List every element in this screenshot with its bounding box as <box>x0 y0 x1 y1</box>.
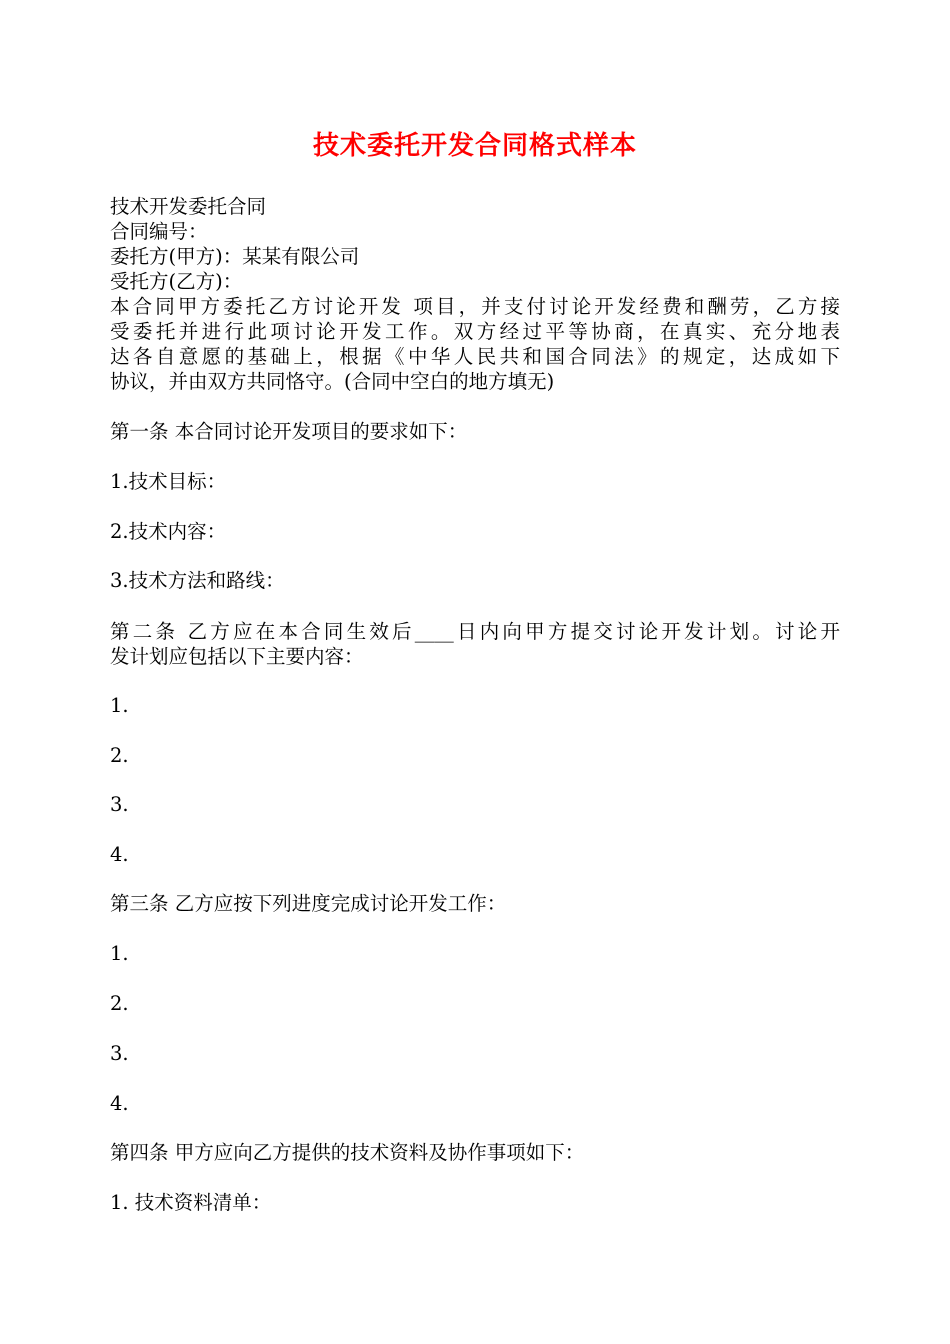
text-line: 本合同甲方委托乙方讨论开发 项目，并支付讨论开发经费和酬劳，乙方接 <box>110 295 840 318</box>
list-item: 2. <box>110 992 129 1015</box>
text-line: 发计划应包括以下主要内容： <box>110 645 364 668</box>
text-line: 达各自意愿的基础上，根据《中华人民共和国合同法》的规定，达成如下 <box>110 345 840 368</box>
list-item: 3. <box>110 793 129 816</box>
text-line: 委托方(甲方)：某某有限公司 <box>110 245 360 268</box>
article-heading: 第一条 本合同讨论开发项目的要求如下： <box>110 420 468 443</box>
article-heading: 第四条 甲方应向乙方提供的技术资料及协作事项如下： <box>110 1141 585 1164</box>
article-heading: 第三条 乙方应按下列进度完成讨论开发工作： <box>110 892 507 915</box>
document-title: 技术委托开发合同格式样本 <box>312 131 637 161</box>
article-heading: 第二条 乙方应在本合同生效后____日内向甲方提交讨论开发计划。讨论开 <box>110 620 840 643</box>
list-item: 3. <box>110 1042 129 1065</box>
text-line: 受委托并进行此项讨论开发工作。双方经过平等协商，在真实、充分地表 <box>110 320 840 343</box>
list-item: 1. 技术资料清单： <box>110 1191 272 1214</box>
text-line: 受托方(乙方)： <box>110 270 243 293</box>
list-item: 1.技术目标： <box>110 470 227 493</box>
list-item: 1. <box>110 942 129 965</box>
list-item: 2.技术内容： <box>110 520 227 543</box>
text-line: 合同编号： <box>110 220 208 243</box>
list-item: 2. <box>110 744 129 767</box>
list-item: 3.技术方法和路线： <box>110 569 285 592</box>
list-item: 4. <box>110 1092 129 1115</box>
text-line: 协议，并由双方共同恪守。(合同中空白的地方填无) <box>110 370 555 393</box>
list-item: 1. <box>110 694 129 717</box>
list-item: 4. <box>110 843 129 866</box>
text-line: 技术开发委托合同 <box>110 195 267 218</box>
